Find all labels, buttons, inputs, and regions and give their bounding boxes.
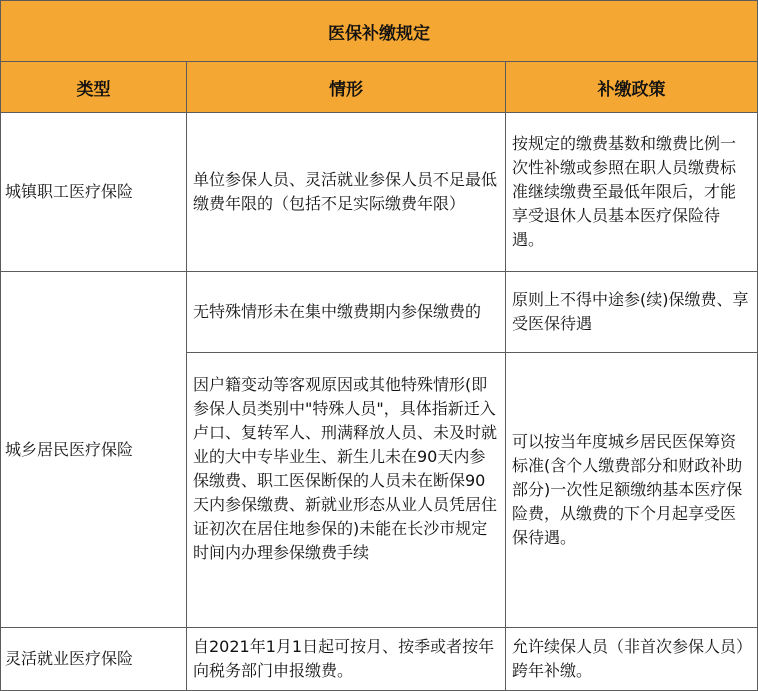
table-row xyxy=(1,272,758,353)
situation-cell: 因户籍变动等客观原因或其他特殊情形(即参保人员类别中"特殊人员"，具体指新迁入卢口、复转军人、刑满释放人员、未及时就业的大中专毕业生、新生儿未在90天内参保缴费、职工医保断保的人员未在断保90天内参保缴费、新就业形态从业人员凭居住证初次在居住地参保的)未能在长沙市规定时间内办理参保缴费手续 xyxy=(187,353,506,628)
header-situation: 情形 xyxy=(187,62,506,113)
policy-cell: 允许续保人员（非首次参保人员）跨年补缴。 xyxy=(506,628,758,691)
table-title: 医保补缴规定 xyxy=(1,1,758,62)
table-row xyxy=(1,113,758,272)
situation-cell: 自2021年1月1日起可按月、按季或者按年向税务部门申报缴费。 xyxy=(187,628,506,691)
policy-cell: 按规定的缴费基数和缴费比例一次性补缴或参照在职人员缴费标准继续缴费至最低年限后，才能享受退休人员基本医疗保险待遇。 xyxy=(506,113,758,272)
type-cell: 城镇职工医疗保险 xyxy=(1,113,187,272)
type-cell: 灵活就业医疗保险 xyxy=(1,628,187,691)
policy-cell: 可以按当年度城乡居民医保筹资标准(含个人缴费部分和财政补助部分)一次性足额缴纳基本医疗保险费，从缴费的下个月起享受医保待遇。 xyxy=(506,353,758,628)
situation-cell: 无特殊情形未在集中缴费期内参保缴费的 xyxy=(187,272,506,353)
type-cell: 城乡居民医疗保险 xyxy=(1,272,187,628)
situation-cell: 单位参保人员、灵活就业参保人员不足最低缴费年限的（包括不足实际缴费年限） xyxy=(187,113,506,272)
policy-cell: 原则上不得中途参(续)保缴费、享受医保待遇 xyxy=(506,272,758,353)
title-row xyxy=(1,1,758,62)
table-row xyxy=(1,628,758,691)
header-type: 类型 xyxy=(1,62,187,113)
header-policy: 补缴政策 xyxy=(506,62,758,113)
header-row xyxy=(1,62,758,113)
